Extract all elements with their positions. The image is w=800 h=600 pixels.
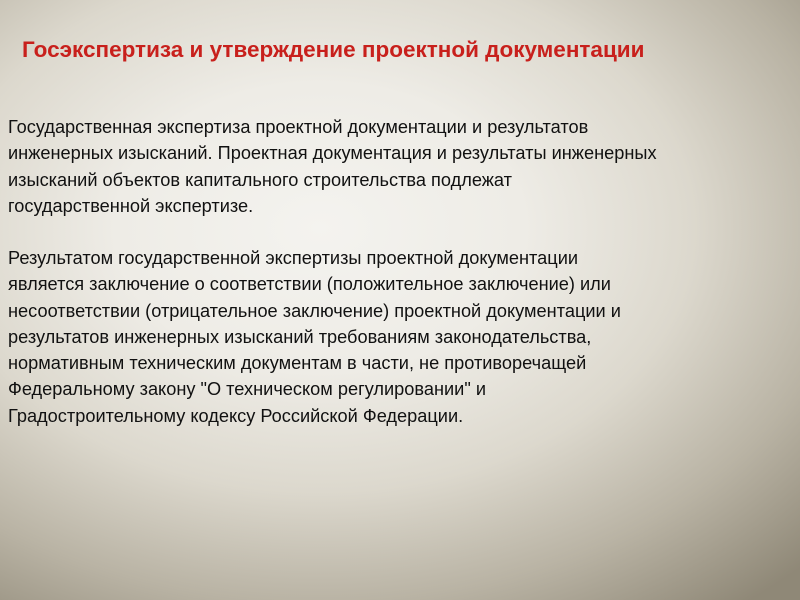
slide-title: Госэкспертиза и утверждение проектной документации <box>22 37 645 62</box>
paragraph-expertise-definition: Государственная экспертиза проектной документации и результатов инженерных изысканий. Проектная документация и результаты инженерных изысканий объектов капитального строительства подлежат государственной экспертизе. <box>8 117 657 216</box>
paragraph-expertise-result: Результатом государственной экспертизы проектной документации является заключение о соответствии (положительное заключение) или несоответствии (отрицательное заключение) проектной документации и результатов инженерных изысканий требованиям законодательства, нормативным техническим документам в части, не противоречащей Федеральному закону "О техническом регулировании" и Градостроительному кодексу Российской Федерации. <box>8 248 621 426</box>
